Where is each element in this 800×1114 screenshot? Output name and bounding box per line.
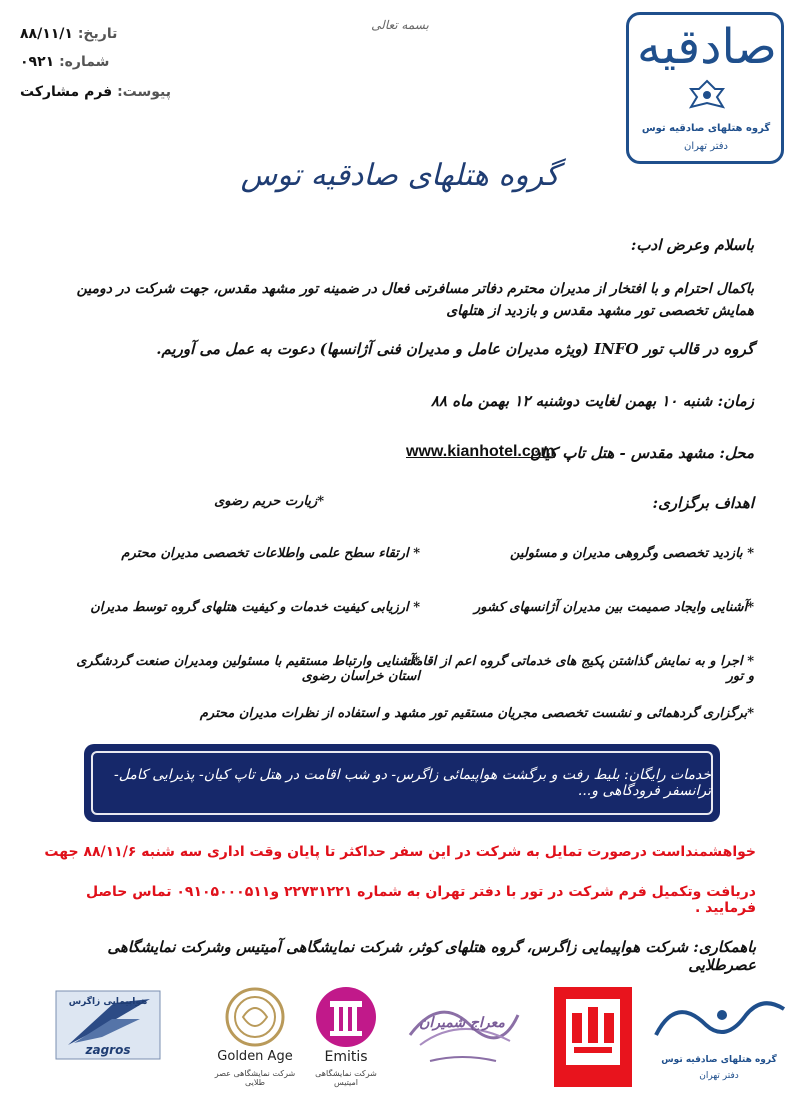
emitis-en: Emitis bbox=[324, 1049, 368, 1065]
footer-group: گروه هتلهای صادقیه توس bbox=[661, 1055, 777, 1065]
attachment-value: فرم مشارکت bbox=[20, 84, 113, 100]
date-label: تاریخ: bbox=[77, 26, 118, 42]
footer-office: دفتر تهران bbox=[699, 1071, 739, 1081]
ornament-icon bbox=[689, 79, 725, 113]
golden-age-emblem-icon bbox=[210, 985, 300, 1049]
logo-group-name: گروه هتلهای صادقیه توس bbox=[641, 123, 771, 134]
goals-title: اهداف برگزاری: bbox=[652, 494, 754, 512]
banner-text: خدمات رایگان: بلیط رفت و برگشت هواپیمائی زاگرس- دو شب اقامت در هتل تاپ کیان- پذیرایی کامل- ترانسفر فرودگاهی و... bbox=[114, 767, 711, 799]
banner-frame bbox=[91, 751, 713, 815]
attachment-line bbox=[20, 84, 300, 100]
collaboration-line: باهمکاری: شرکت هواپیمایی زاگرس، گروه هتلهای کوثر، شرکت نمایشگاهی آمیتیس وشرکت نمایشگاهی عصرطلایی bbox=[107, 938, 756, 974]
golden-age-logo bbox=[210, 985, 300, 1095]
goal-item: *زیارت حریم رضوی bbox=[214, 494, 324, 509]
notice-line-1: خواهشمنداست درصورت تمایل به شرکت در این سفر حداکثر تا پایان وقت اداری سه شنبه ۸۸/۱۱/۶ جهت bbox=[44, 844, 756, 860]
goal-item: * ارزیابی کیفیت خدمات و کیفیت هتلهای گروه توسط مدیران bbox=[90, 600, 420, 615]
golden-age-fa: شرکت نمایشگاهی عصر طلایی bbox=[214, 1069, 296, 1087]
page-title: گروه هتلهای صادقیه توس bbox=[240, 158, 560, 193]
date-line bbox=[20, 26, 300, 42]
mearaj-name: معراج شمیران bbox=[419, 1015, 505, 1031]
greeting: باسلام وعرض ادب: bbox=[630, 236, 754, 254]
number-line bbox=[20, 54, 300, 70]
invitation-line-2: گروه در قالب تور INFO (ویژه مدیران عامل و مدیران فنی آژانسها) دعوت به عمل می آوریم. bbox=[156, 340, 754, 358]
emitis-logo bbox=[306, 985, 386, 1095]
website-link[interactable]: www.kianhotel.com bbox=[406, 443, 555, 460]
emitis-fa: شرکت نمایشگاهی امیتیس bbox=[315, 1069, 377, 1087]
goal-item: * ارتقاء سطح علمی واطلاعات تخصصی مدیران محترم bbox=[121, 546, 420, 561]
basmala: بسمه تعالی bbox=[371, 18, 429, 32]
goal-item: *آشنایی وایجاد صمیمت بین مدیران آژانسهای کشور bbox=[473, 600, 754, 615]
kowsar-emblem-icon bbox=[552, 985, 634, 1089]
goal-item: *برگزاری گردهمائی و نشست تخصصی مجریان مستقیم تور مشهد و استفاده از نظرات مدیران محترم bbox=[199, 706, 754, 721]
logo-office: دفتر تهران bbox=[684, 141, 728, 152]
sadeghieh-calligraphy-icon bbox=[646, 985, 792, 1055]
goal-item: * اجرا و به نمایش گذاشتن پکیج های خدماتی گروه اعم از اقامت و تور bbox=[402, 654, 754, 684]
emitis-column-icon bbox=[306, 985, 386, 1049]
number-label: شماره: bbox=[59, 54, 110, 70]
logo-mark: صادقیه bbox=[637, 19, 777, 75]
event-time: زمان: شنبه ۱۰ بهمن لغایت دوشنبه ۱۲ بهمن ماه ۸۸ bbox=[430, 392, 754, 410]
number-value: ۰۹۲۱ bbox=[20, 54, 55, 70]
sadeghieh-logo bbox=[626, 12, 784, 164]
invitation-line-1: باکمال احترام و با افتخار از مدیران محترم دفاتر مسافرتی فعال در ضمینه تور مشهد مقدس، جهت شرکت در دومین همایش تخصصی تور مشهد مقدس و بازدید از هتلهای bbox=[76, 281, 754, 319]
golden-age-en: Golden Age bbox=[217, 1049, 293, 1064]
goal-item: * بازدید تخصصی وگروهی مدیران و مسئولین bbox=[509, 546, 754, 561]
zagros-logo bbox=[54, 985, 162, 1095]
kowsar-logo bbox=[552, 985, 634, 1095]
goal-item: *آشنایی وارتباط مستقیم با مسئولین ومدیران صنعت گردشگری استان خراسان رضوی bbox=[76, 654, 420, 684]
sadeghieh-footer-logo bbox=[646, 985, 792, 1095]
event-place: محل: مشهد مقدس - هتل تاپ کیان bbox=[529, 444, 754, 462]
notice-line-2: دریافت وتکمیل فرم شرکت در تور با دفتر تهران به شماره ۲۲۷۳۱۲۲۱ و۰۹۱۰۵۰۰۰۵۱۱ تماس حاصل فرمایید . bbox=[86, 884, 756, 916]
date-value: ۸۸/۱۱/۱ bbox=[20, 26, 73, 42]
attachment-label: پیوست: bbox=[117, 84, 172, 100]
zagros-fa: هواپیمایی زاگرس bbox=[68, 997, 148, 1007]
mearaj-logo bbox=[400, 985, 524, 1095]
free-services-banner bbox=[84, 744, 720, 822]
zagros-en: zagros bbox=[85, 1043, 131, 1057]
